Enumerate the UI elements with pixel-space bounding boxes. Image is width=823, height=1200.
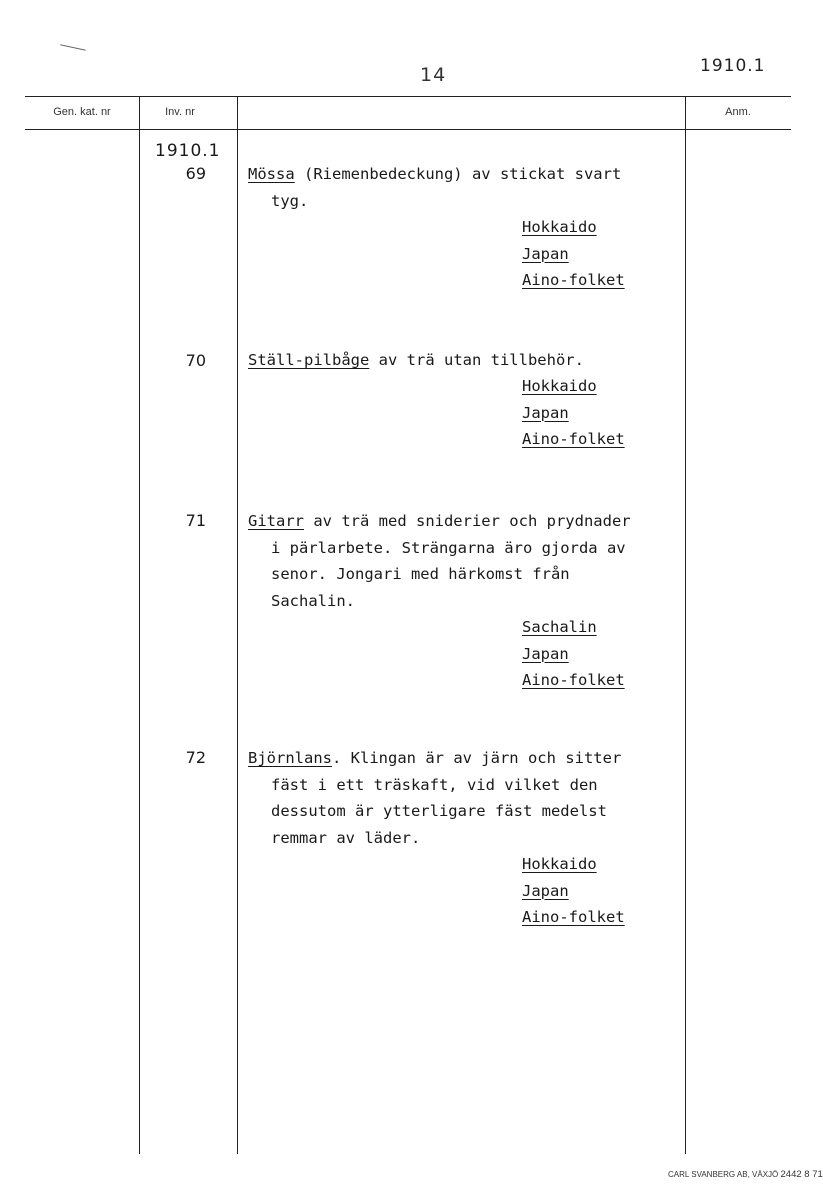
description-line: fäst i ett träskaft, vid vilket den <box>271 775 598 794</box>
object-term: Björnlans <box>248 749 332 767</box>
inventory-year-prefix: 1910.1 <box>155 141 221 161</box>
object-term: Gitarr <box>248 512 304 530</box>
location-people: Aino-folket <box>522 671 625 689</box>
description-line: Gitarr av trä med sniderier och prydnader <box>248 512 631 530</box>
description-line: Mössa (Riemenbedeckung) av stickat svart <box>248 165 622 183</box>
anm-column-divider <box>685 96 686 1154</box>
inventory-number: 69 <box>185 164 206 183</box>
location-region: Hokkaido <box>522 377 597 395</box>
entry-locations <box>522 373 625 453</box>
entry-locations <box>522 851 625 931</box>
entry-description <box>248 745 684 851</box>
description-line: Ställ-pilbåge av trä utan tillbehör. <box>248 351 584 369</box>
description-line: remmar av läder. <box>271 828 421 847</box>
page-number: 14 <box>420 64 447 86</box>
inventory-number: 70 <box>185 351 206 370</box>
object-term: Mössa <box>248 165 295 183</box>
description-line: Sachalin. <box>271 591 355 610</box>
entry-locations <box>522 614 625 694</box>
inventory-number: 71 <box>185 511 206 530</box>
printer-imprint <box>668 1169 823 1180</box>
entry-description <box>248 508 684 614</box>
entry-description <box>248 161 684 214</box>
column-header-anm: Anm. <box>725 106 751 118</box>
column-header-gen-kat-nr: Gen. kat. nr <box>53 106 111 118</box>
printer-name: CARL SVANBERG AB, VÄXJÖ <box>668 1170 779 1179</box>
location-people: Aino-folket <box>522 430 625 448</box>
location-people: Aino-folket <box>522 271 625 289</box>
location-people: Aino-folket <box>522 908 625 926</box>
entry-description <box>248 347 684 374</box>
form-code: 2442 8 71 <box>780 1169 823 1180</box>
gen-kat-column-divider <box>139 96 140 1154</box>
description-line: dessutom är ytterligare fäst medelst <box>271 802 607 820</box>
description-line: Björnlans. Klingan är av järn och sitter <box>248 749 622 767</box>
location-country: Japan <box>522 644 569 663</box>
object-term: Ställ-pilbåge <box>248 351 370 369</box>
description-line: senor. Jongari med härkomst från <box>271 565 570 583</box>
location-region: Sachalin <box>522 618 597 636</box>
stray-pen-mark <box>60 44 86 50</box>
entry-locations <box>522 214 625 294</box>
location-country: Japan <box>522 881 569 900</box>
location-region: Hokkaido <box>522 855 597 873</box>
description-line: tyg. <box>271 191 309 210</box>
location-country: Japan <box>522 244 569 263</box>
location-region: Hokkaido <box>522 218 597 236</box>
column-header-inv-nr: Inv. nr <box>165 106 195 118</box>
inv-column-divider <box>237 96 238 1154</box>
description-line: i pärlarbete. Strängarna äro gjorda av <box>271 538 626 557</box>
header-year: 1910.1 <box>700 56 766 76</box>
inventory-number: 72 <box>185 748 206 767</box>
location-country: Japan <box>522 403 569 422</box>
